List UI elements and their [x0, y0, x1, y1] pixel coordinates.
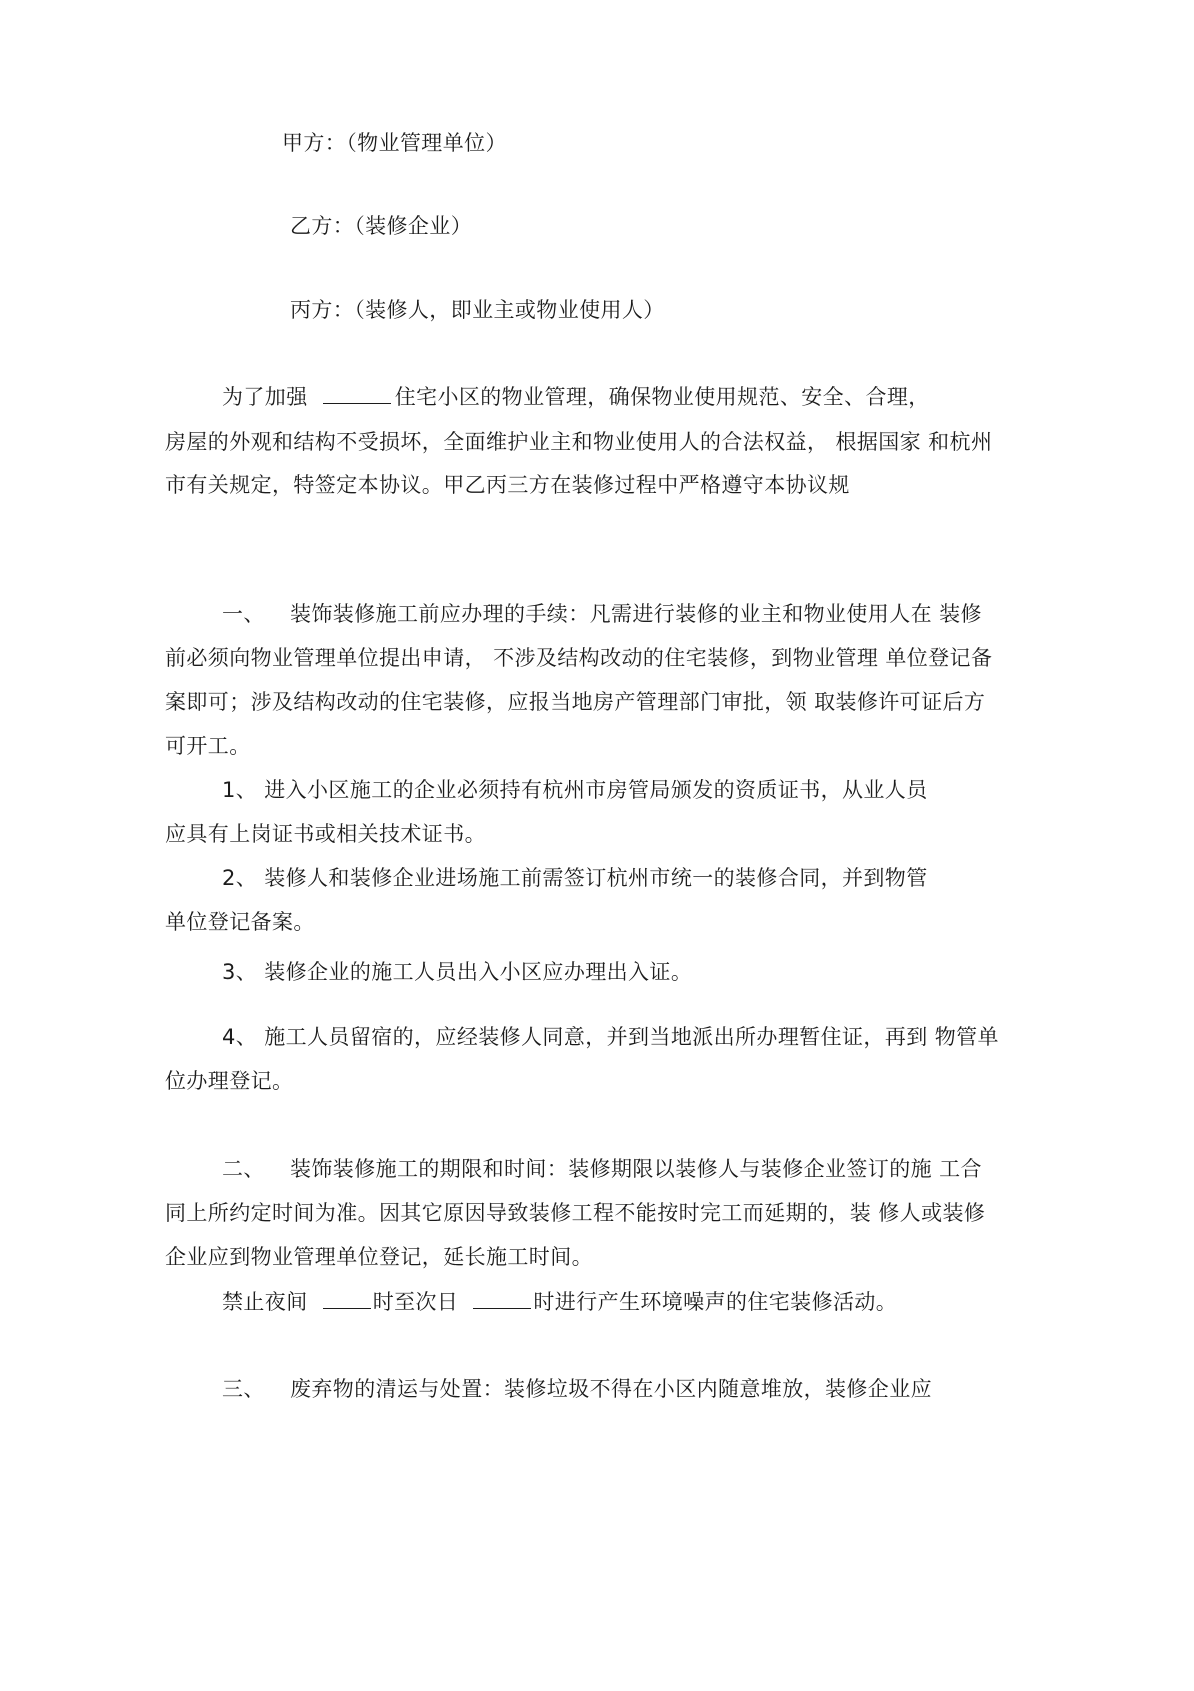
intro-line-3: 市有关规定，特签定本协议。甲乙丙三方在装修过程中严格遵守本协议规 [165, 473, 850, 497]
party-a: 甲方：（物业管理单位） [282, 131, 507, 155]
section-1-line-4: 可开工。 [165, 734, 251, 758]
item-4-line-2: 位办理登记。 [165, 1069, 294, 1093]
section-1-line-2: 前必须向物业管理单位提出申请， 不涉及结构改动的住宅装修，到物业管理 单位登记备 [165, 646, 993, 670]
section-1-number: 一、 [222, 602, 265, 626]
party-c: 丙方：（装修人，即业主或物业使用人） [290, 298, 665, 322]
intro-line-2: 房屋的外观和结构不受损坏，全面维护业主和物业使用人的合法权益， 根据国家 和杭州 [165, 430, 993, 454]
item-3: 3、 装修企业的施工人员出入小区应办理出入证。 [222, 960, 693, 984]
section-2-line-1: 装饰装修施工的期限和时间：装修期限以装修人与装修企业签订的施 工合 [290, 1157, 982, 1181]
fill-in-blank [473, 1290, 531, 1309]
section-2-number: 二、 [222, 1157, 265, 1181]
item-4-line-1: 4、 施工人员留宿的，应经装修人同意，并到当地派出所办理暂住证，再到 物管单 [222, 1025, 999, 1049]
intro-line-1: 为了加强 住宅小区的物业管理，确保物业使用规范、安全、合理， [222, 385, 930, 409]
item-1-line-1: 1、 进入小区施工的企业必须持有杭州市房管局颁发的资质证书， [222, 778, 843, 802]
fill-in-blank [323, 385, 391, 404]
section-1-line-3: 案即可；涉及结构改动的住宅装修，应报当地房产管理部门审批，领 取装修许可证后方 [165, 690, 986, 714]
section-2-line-3: 企业应到物业管理单位登记，延长施工时间。 [165, 1245, 593, 1269]
section-1-line-1: 装饰装修施工前应办理的手续：凡需进行装修的业主和物业使用人在 装修 [290, 602, 982, 626]
section-2-line-2: 同上所约定时间为准。因其它原因导致装修工程不能按时完工而延期的，装 修人或装修 [165, 1201, 986, 1225]
item-2-line-2: 单位登记备案。 [165, 910, 315, 934]
item-2-line-1-tail: 并到物管 [842, 866, 928, 890]
item-1-line-1-tail: 从业人员 [842, 778, 928, 802]
party-b: 乙方：（装修企业） [290, 214, 473, 238]
item-2-line-1: 2、 装修人和装修企业进场施工前需签订杭州市统一的装修合同， [222, 866, 843, 890]
section-3-number: 三、 [222, 1377, 265, 1401]
item-1-line-2: 应具有上岗证书或相关技术证书。 [165, 822, 486, 846]
fill-in-blank [323, 1290, 371, 1309]
section-3-line-1: 废弃物的清运与处置：装修垃圾不得在小区内随意堆放，装修企业应 [290, 1377, 932, 1401]
night-ban-line: 禁止夜间 时至次日 时进行产生环境噪声的住宅装修活动。 [222, 1290, 898, 1314]
